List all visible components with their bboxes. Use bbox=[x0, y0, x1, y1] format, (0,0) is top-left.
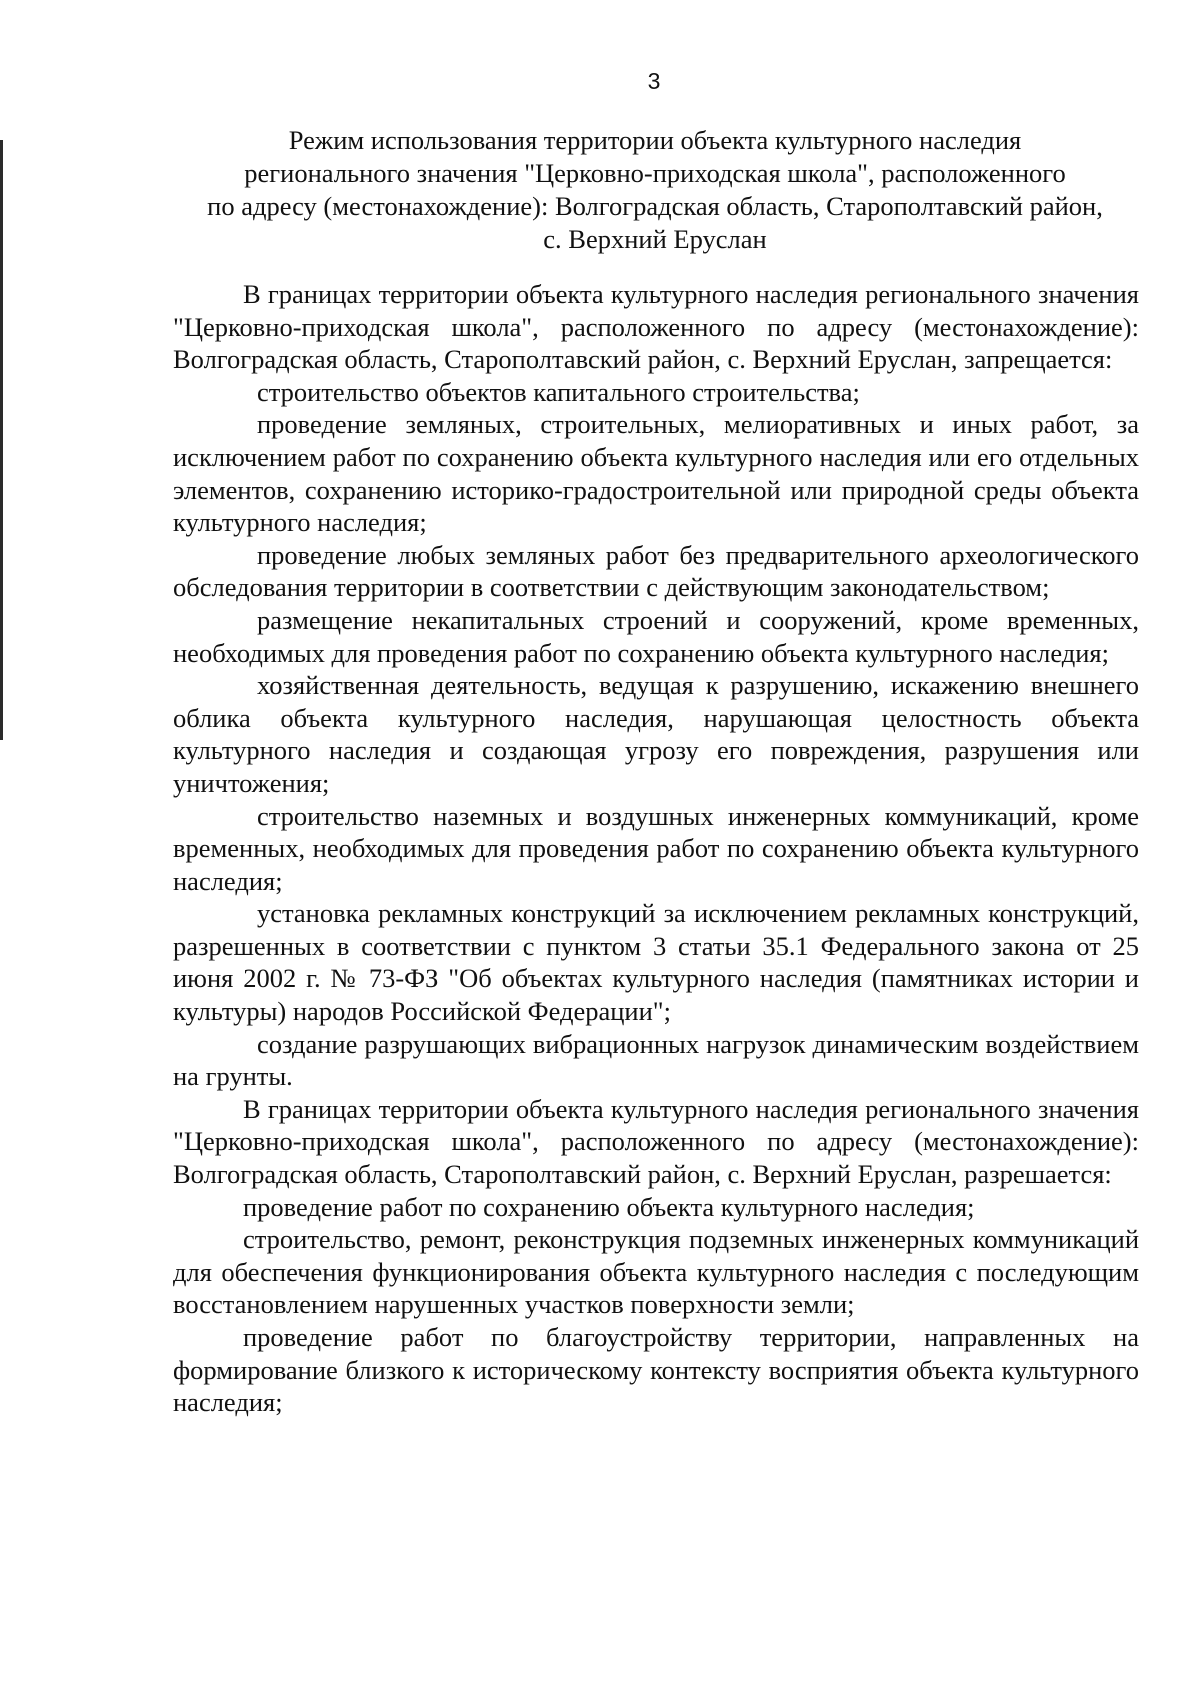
paragraph-prohibited-intro: В границах территории объекта культурного наследия регионального значения "Церковно-приходская школа", расположенного по адресу (местонахождение): Волгоградская область, Старополтавский район, с. Верхний Еруслан, запрещается: bbox=[173, 279, 1139, 375]
document-title bbox=[170, 124, 1140, 256]
title-line-1: Режим использования территории объекта культурного наследия bbox=[288, 125, 1022, 155]
paragraph-item: хозяйственная деятельность, ведущая к разрушению, искажению внешнего облика объекта культурного наследия, нарушающая целостность объекта культурного наследия и создающая угрозу его повреждения, разрушения или уничтожения; bbox=[173, 670, 1139, 798]
page-number: 3 bbox=[647, 68, 661, 94]
paragraph-permitted-intro: В границах территории объекта культурного наследия регионального значения "Церковно-приходская школа", расположенного по адресу (местонахождение): Волгоградская область, Старополтавский район, с. Верхний Еруслан, разрешается: bbox=[173, 1093, 1139, 1190]
title-line-3: по адресу (местонахождение): Волгоградская область, Старополтавский район, bbox=[207, 191, 1103, 221]
paragraph-item: проведение земляных, строительных, мелиоративных и иных работ, за исключением работ по сохранению объекта культурного наследия или его отдельных элементов, сохранению историко-градостроительной или природной среды объекта культурного наследия; bbox=[173, 409, 1139, 538]
paragraph-item: строительство объектов капитального строительства; bbox=[257, 376, 860, 407]
title-line-4: с. Верхний Еруслан bbox=[543, 224, 767, 254]
paragraph-item: строительство, ремонт, реконструкция подземных инженерных коммуникаций для обеспечения функционирования объекта культурного наследия с последующим восстановлением нарушенных участков поверхности земли; bbox=[173, 1224, 1139, 1320]
paragraph-item: проведение любых земляных работ без предварительного археологического обследования территории в соответствии с действующим законодательством; bbox=[173, 539, 1139, 603]
paragraph-item: создание разрушающих вибрационных нагрузок динамическим воздействием на грунты. bbox=[173, 1028, 1139, 1092]
title-line-2: регионального значения "Церковно-приходская школа", расположенного bbox=[244, 158, 1066, 188]
paragraph-item: строительство наземных и воздушных инженерных коммуникаций, кроме временных, необходимых для проведения работ по сохранению объекта культурного наследия; bbox=[173, 800, 1139, 896]
paragraph-item: размещение некапитальных строений и сооружений, кроме временных, необходимых для проведения работ по сохранению объекта культурного наследия; bbox=[173, 604, 1139, 668]
document-body bbox=[173, 278, 1139, 1419]
paragraph-item: проведение работ по сохранению объекта культурного наследия; bbox=[243, 1191, 975, 1222]
scan-edge-shadow bbox=[0, 140, 3, 740]
paragraph-item: установка рекламных конструкций за исключением рекламных конструкций, разрешенных в соответствии с пунктом 3 статьи 35.1 Федерального закона от 25 июня 2002 г. № 73-ФЗ "Об объектах культурного наследия (памятниках истории и культуры) народов Российской Федерации"; bbox=[173, 898, 1139, 1027]
paragraph-item: проведение работ по благоустройству территории, направленных на формирование близкого к историческому контексту восприятия объекта культурного наследия; bbox=[173, 1322, 1139, 1418]
